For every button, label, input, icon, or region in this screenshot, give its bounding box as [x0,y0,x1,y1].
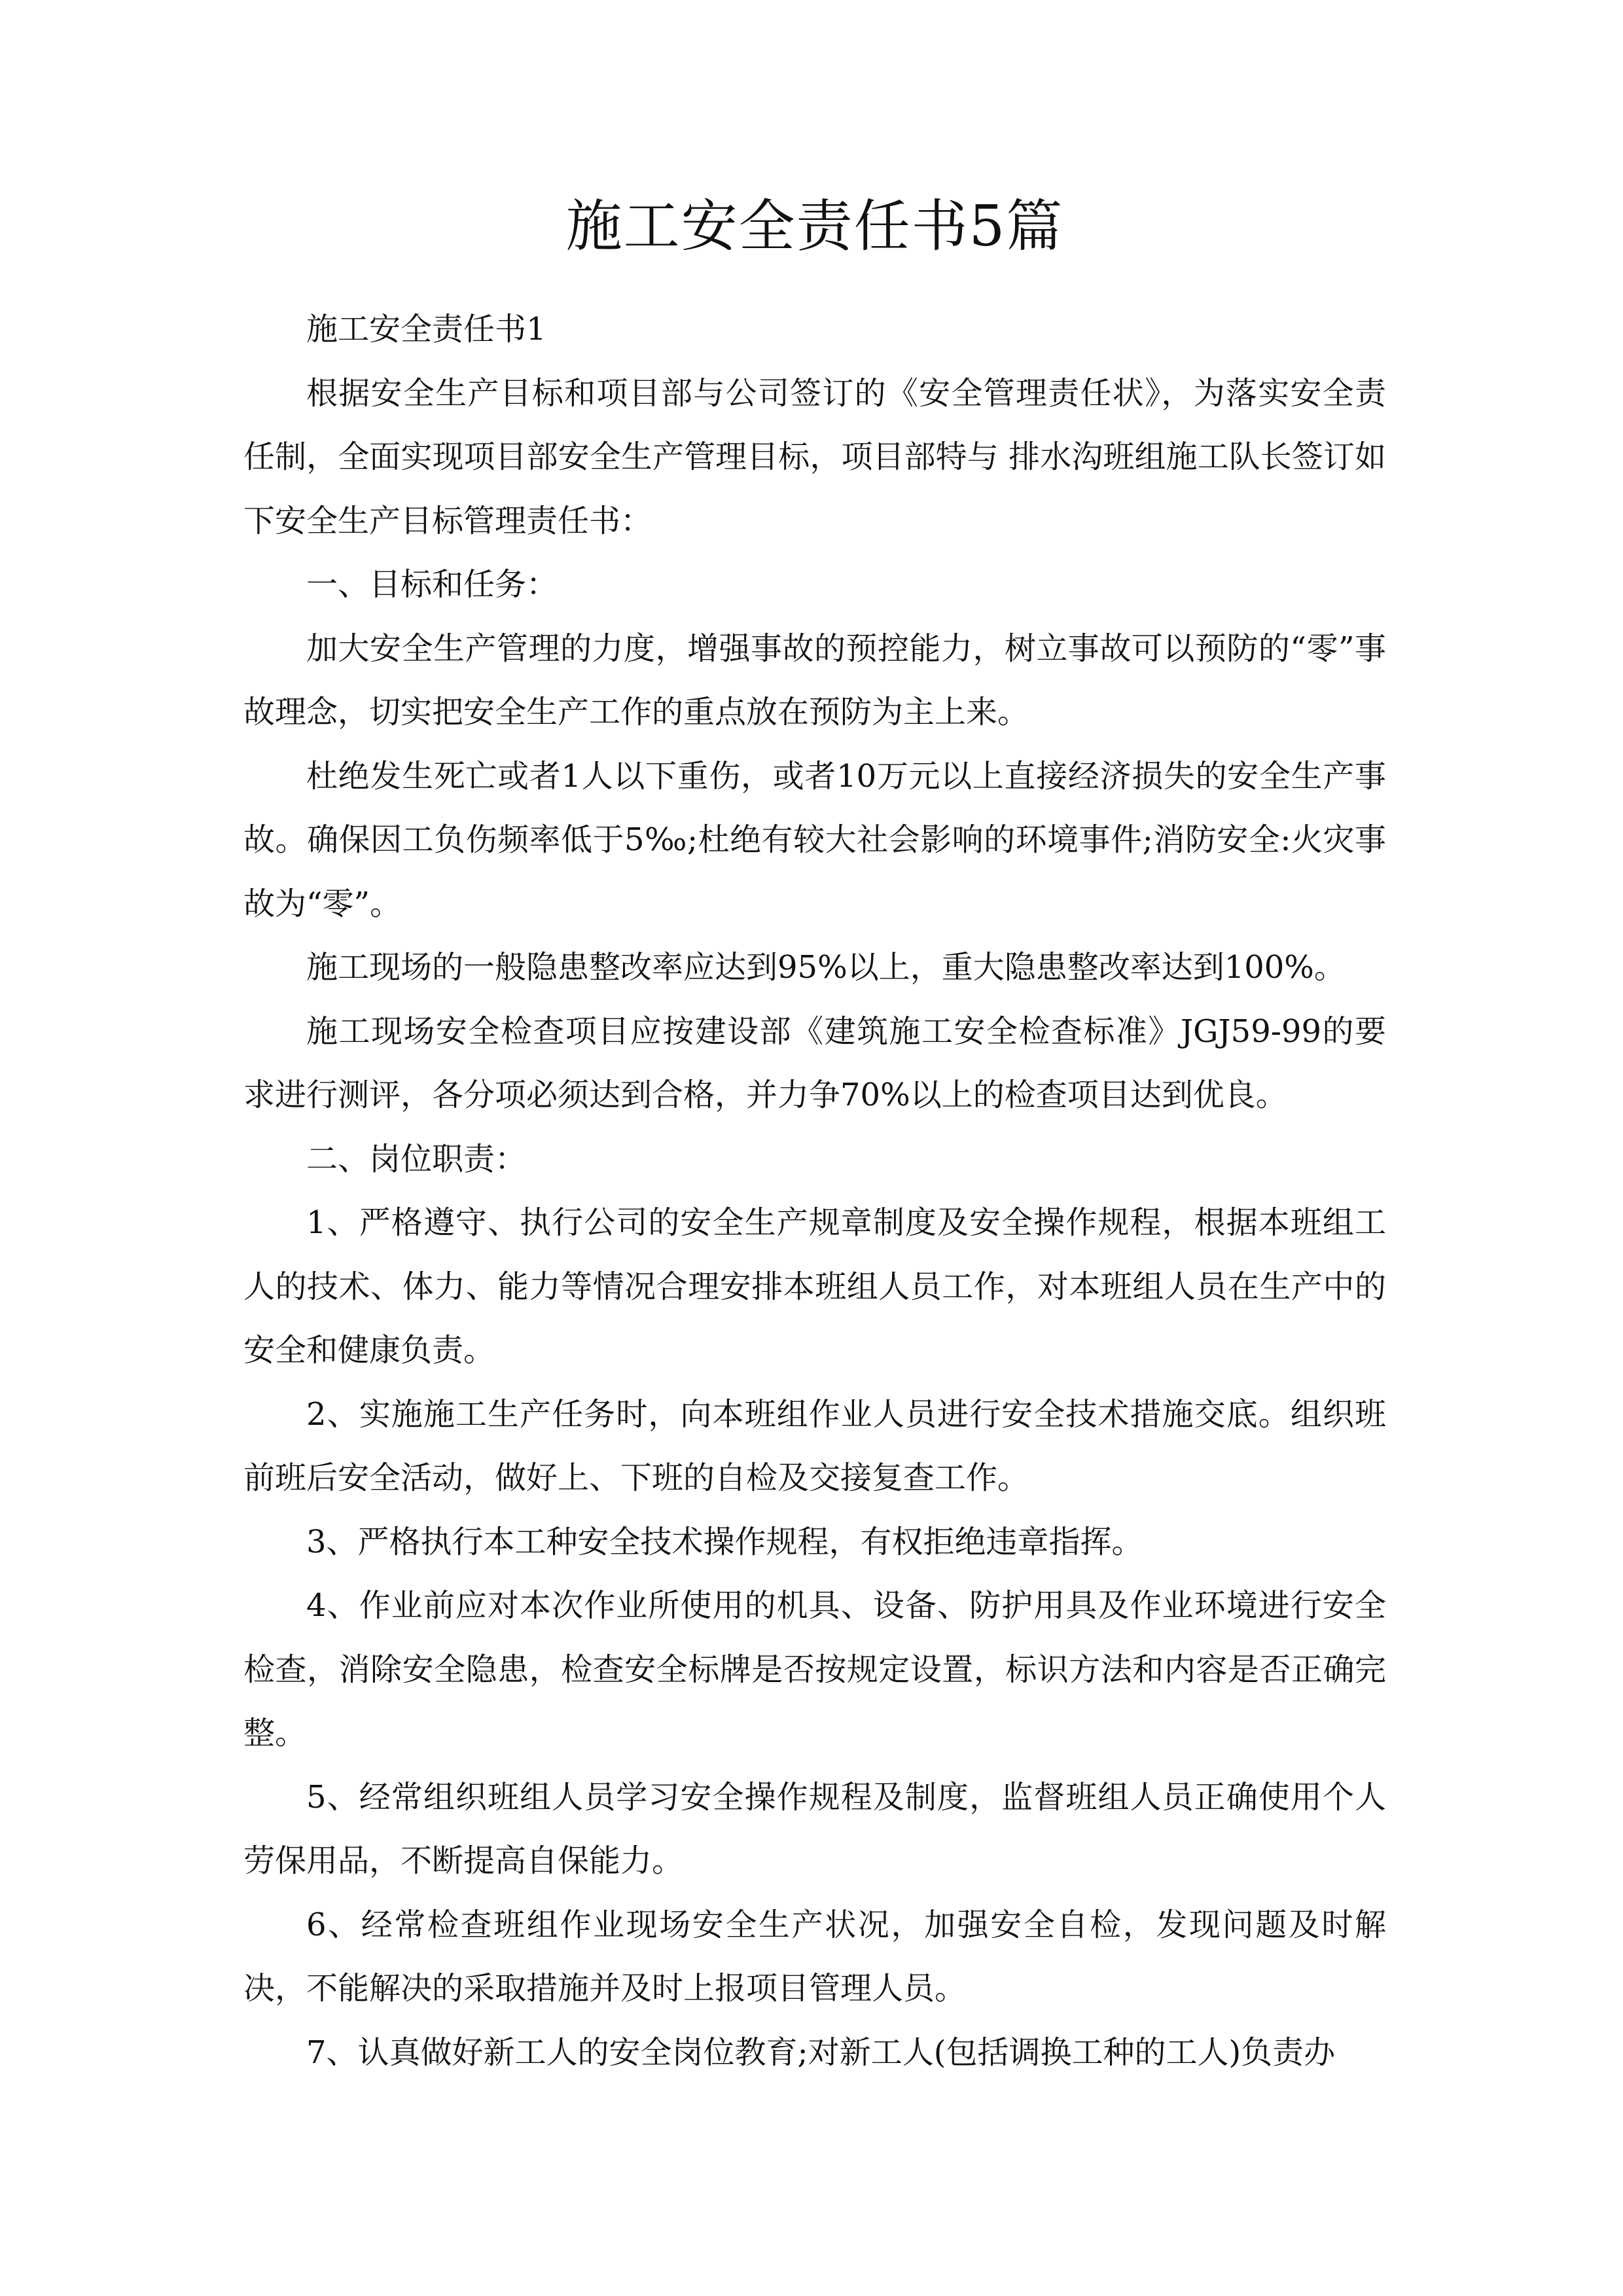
duty-item-7: 7、认真做好新工人的安全岗位教育;对新工人(包括调换工种的工人)负责办 [306,2034,1336,2071]
paragraph-goal-3: 施工现场的一般隐患整改率应达到95%以上，重大隐患整改率达到100%。 [306,949,1346,986]
document-title: 施工安全责任书5篇 [565,194,1064,259]
section-heading: 施工安全责任书1 [306,311,546,348]
duty-item-4: 4、作业前应对本次作业所使用的机具、设备、防护用具及作业环境进行安全检查，消除安全隐患，检查安全标牌是否按规定设置，标识方法和内容是否正确完整。 [243,1587,1386,1751]
duty-item-1: 1、严格遵守、执行公司的安全生产规章制度及安全操作规程，根据本班组工人的技术、体力、能力等情况合理安排本班组人员工作，对本班组人员在生产中的安全和健康负责。 [243,1204,1386,1369]
duty-item-5: 5、经常组织班组人员学习安全操作规程及制度，监督班组人员正确使用个人劳保用品，不断提高自保能力。 [243,1778,1386,1879]
paragraph-goal-1: 加大安全生产管理的力度，增强事故的预控能力，树立事故可以预防的“零”事故理念，切实把安全生产工作的重点放在预防为主上来。 [243,630,1386,730]
document-body [243,298,1386,2085]
paragraph-goal-4: 施工现场安全检查项目应按建设部《建筑施工安全检查标准》JGJ59-99的要求进行测评，各分项必须达到合格，并力争70%以上的检查项目达到优良。 [243,1013,1386,1113]
paragraph-goal-2: 杜绝发生死亡或者1人以下重伤，或者10万元以上直接经济损失的安全生产事故。确保因工负伤频率低于5‰;杜绝有较大社会影响的环境事件;消防安全:火灾事故为“零”。 [243,757,1386,922]
duty-item-6: 6、经常检查班组作业现场安全生产状况，加强安全自检，发现问题及时解决，不能解决的采取措施并及时上报项目管理人员。 [243,1906,1386,2007]
heading-job-duties: 二、岗位职责： [306,1140,527,1177]
heading-goals-and-tasks: 一、目标和任务： [306,566,558,603]
duty-item-3: 3、严格执行本工种安全技术操作规程，有权拒绝违章指挥。 [306,1523,1143,1560]
paragraph-intro: 根据安全生产目标和项目部与公司签订的《安全管理责任状》，为落实安全责任制，全面实现项目部安全生产管理目标，项目部特与 排水沟班组施工队长签订如下安全生产目标管理责任书： [243,374,1386,539]
duty-item-2: 2、实施施工生产任务时，向本班组作业人员进行安全技术措施交底。组织班前班后安全活动，做好上、下班的自检及交接复查工作。 [243,1395,1386,1496]
